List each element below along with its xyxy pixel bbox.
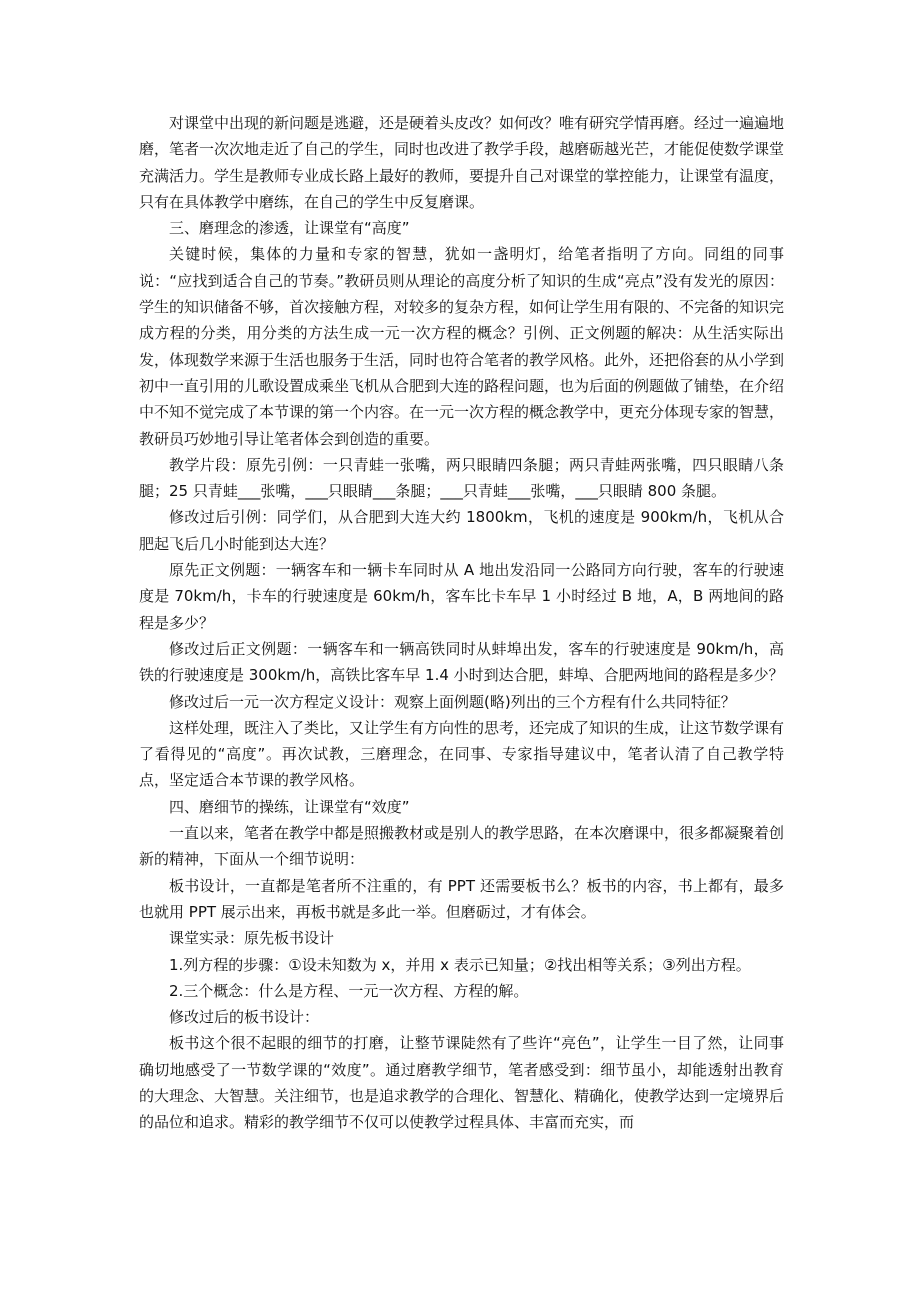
- paragraph-board-design: 板书设计，一直都是笔者所不注重的，有 PPT 还需要板书么？板书的内容，书上都有，最多也就用 PPT 展示出来，再板书就是多此一举。但磨砺过，才有体会。: [139, 876, 784, 921]
- paragraph-steps: 1.列方程的步骤：①设未知数为 x，并用 x 表示已知量；②找出相等关系；③列出方程。: [169, 955, 751, 974]
- paragraph-revised-example: 修改过后正文例题：一辆客车和一辆高铁同时从蚌埠出发，客车的行驶速度是 90km/h，高铁的行驶速度是 300km/h，高铁比客车早 1.4 小时到达合肥，蚌埠、合肥两地间的路程是多少？: [139, 639, 784, 685]
- paragraph-revised-board: 修改过后的板书设计：: [169, 1008, 320, 1027]
- section-heading-3: 三、磨理念的渗透，让课堂有“高度”: [169, 219, 410, 238]
- paragraph-concepts: 2.三个概念：什么是方程、一元一次方程、方程的解。: [169, 981, 529, 1000]
- section-heading-4: 四、磨细节的操练，让课堂有“效度”: [169, 797, 410, 816]
- paragraph-conclusion: 板书这个很不起眼的细节的打磨，让整节课陡然有了些许“亮色”，让学生一目了然，让同事确切地感受了一节数学课的“效度”。通过磨教学细节，笔者感受到：细节虽小，却能透射出教育的大理念、大智慧。关注细节，也是追求教学的合理化、智慧化、精确化，使教学达到一定境界后的品位和追求。精彩的教学细节不仅可以使教学过程具体、丰富而充实，而: [139, 1034, 785, 1132]
- paragraph-classroom-record: 课堂实录：原先板书设计: [169, 929, 335, 948]
- paragraph-definition-design: 修改过后一元一次方程定义设计：观察上面例题(略)列出的三个方程有什么共同特征？: [169, 692, 736, 711]
- document-page: [139, 110, 784, 1136]
- paragraph-summary: 这样处理，既注入了类比，又让学生有方向性的思考，还完成了知识的生成，让这节数学课有了看得见的“高度”。再次试教，三磨理念，在同事、专家指导建议中，笔者认清了自己教学特点，坚定适合本节课的教学风格。: [139, 718, 785, 790]
- paragraph-original-example: 原先正文例题：一辆客车和一辆卡车同时从 A 地出发沿同一公路同方向行驶，客车的行驶速度是 70km/h，卡车的行驶速度是 60km/h，客车比卡车早 1 小时经过 B 地，A，B 两地间的路程是多少？: [139, 561, 784, 632]
- paragraph-revised-intro: 修改过后引例：同学们，从合肥到大连大约 1800km，飞机的速度是 900km/h，飞机从合肥起飞后几小时能到达大连？: [139, 508, 784, 553]
- paragraph-3: 关键时候，集体的力量和专家的智慧，犹如一盏明灯，给笔者指明了方向。同组的同事说：“应找到适合自己的节奏。”教研员则从理论的高度分析了知识的生成“亮点”没有发光的原因：学生的知识储备不够，首次接触方程，对较多的复杂方程，如何让学生用有限的、不完备的知识完成方程的分类，用分类的方法生成一元一次方程的概念？引例、正文例题的解决：从生活实际出发，体现数学来源于生活也服务于生活，同时也符合笔者的教学风格。此外，还把俗套的从小学到初中一直引用的儿歌设置成乘坐飞机从合肥到大连的路程问题，也为后面的例题做了铺垫，在介绍中不知不觉完成了本节课的第一个内容。在一元一次方程的概念教学中，更充分体现专家的智慧，教研员巧妙地引导让笔者体会到创造的重要。: [139, 245, 785, 448]
- paragraph-innovation: 一直以来，笔者在教学中都是照搬教材或是别人的教学思路，在本次磨课中，很多都凝聚着创新的精神，下面从一个细节说明：: [139, 824, 785, 869]
- paragraph-1: 对课堂中出现的新问题是逃避，还是硬着头皮改？如何改？唯有研究学情再磨。经过一遍遍地磨，笔者一次次地走近了自己的学生，同时也改进了教学手段，越磨砺越光芒，才能促使数学课堂充满活力。学生是教师专业成长路上最好的教师，要提升自己对课堂的掌控能力，让课堂有温度，只有在具体教学中磨练，在自己的学生中反复磨课。: [139, 114, 785, 211]
- paragraph-teaching-segment: 教学片段：原先引例：一只青蛙一张嘴，两只眼睛四条腿；两只青蛙两张嘴，四只眼睛八条腿；25 只青蛙___张嘴，___只眼睛___条腿；___只青蛙___张嘴，___只眼睛 800 条腿。: [139, 455, 784, 501]
